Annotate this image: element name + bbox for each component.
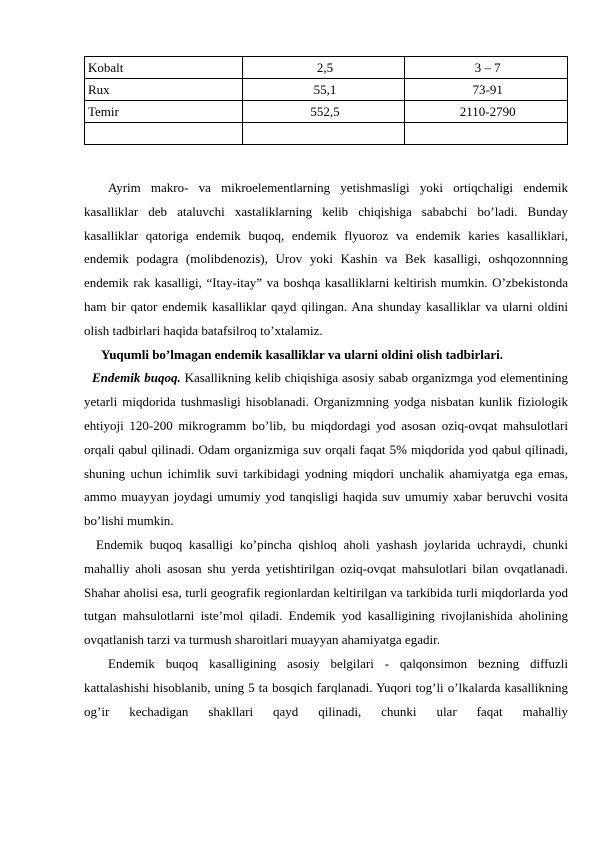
table-cell: 55,1 bbox=[242, 79, 405, 101]
body-paragraph: Ayrim makro- va mikroelementlarning yetishmasligi yoki ortiqchaligi endemik kasalliklar deb ataluvchi xastaliklarning kelib chiqishiga sababchi bo’ladi. Bunday kasalliklar qatoriga endemik buqoq, endemik flyuoroz va endemik karies kasalliklari, endemik podagra (molibdenozis), Urov yoki Kashin va Bek kasalligi, oshqozonnning endemik rak kasalligi, “Itay-itay” va boshqa kasalliklarni keltirish mumkin. O’zbekistonda ham bir qator endemik kasalliklar qayd qilingan. Ana shunday kasalliklar va ularni oldini olish tadbirlari haqida batafsilroq to’xtalamiz. bbox=[84, 180, 568, 338]
section-heading: Yuqumli bo’lmagan endemik kasalliklar va ularni oldini olish tadbirlari. bbox=[101, 346, 504, 362]
element-content-table bbox=[84, 56, 568, 145]
table-row bbox=[85, 123, 568, 145]
term-endemik-buqoq: Endemik buqoq. bbox=[92, 370, 181, 386]
paragraph-text: Kasallikning kelib chiqishiga asosiy sabab organizmga yod elementining yetarli miqdorida tushmasligi hisoblanadi. Organizmning yodga nisbatan kunlik fiziologik ehtiyoji 120-200 mikrogramm bo’lib, bu miqdordagi yod asosan oziq-ovqat mahsulotlari orqali qabul qilinadi. Odam organizmiga suv orqali faqat 5% miqdorida yod qabul qilinadi, shuning uchun ichimlik suvi tarkibidagi yodning miqdori unchalik ahamiyatga ega emas, ammo muayyan joydagi umumiy yod tanqisligi haqida suv umumiy xabar beruvchi vosita bo’lishi mumkin. bbox=[84, 370, 568, 529]
table-cell: Kobalt bbox=[85, 57, 243, 79]
table-cell bbox=[242, 123, 405, 145]
body-paragraph: Endemik buqoq kasalligining asosiy belgilari - qalqonsimon bezning diffuzli kattalashishi hisoblanib, uning 5 ta bosqich farqlanadi. Yuqori tog’li o’lkalarda kasallikning og’ir kechadigan shakllari qayd qilinadi, chunki ular faqat mahalliy bbox=[84, 655, 568, 719]
table-cell: 73-91 bbox=[405, 79, 568, 101]
table-cell: 2110-2790 bbox=[405, 101, 568, 123]
table-cell: 2,5 bbox=[242, 57, 405, 79]
table-cell: 552,5 bbox=[242, 101, 405, 123]
table-cell bbox=[85, 123, 243, 145]
table-row bbox=[85, 57, 568, 79]
table-cell: 3 – 7 bbox=[405, 57, 568, 79]
table-row bbox=[85, 79, 568, 101]
table-row bbox=[85, 101, 568, 123]
table-cell: Rux bbox=[85, 79, 243, 101]
table-cell: Temir bbox=[85, 101, 243, 123]
document-body bbox=[84, 176, 568, 723]
table-cell bbox=[405, 123, 568, 145]
body-paragraph: Endemik buqoq kasalligi ko’pincha qishloq aholi yashash joylarida uchraydi, chunki mahalliy aholi asosan shu yerda yetishtirilgan oziq-ovqat mahsulotlari bilan ovqatlanadi. Shahar aholisi esa, turli geografik regionlardan keltirilgan va tarkibida turli miqdorlarda yod tutgan mahsulotlarni iste’mol qiladi. Endemik yod kasalligining rivojlanishida aholining ovqatlanish tarzi va turmush sharoitlari muayyan ahamiyatga egadir. bbox=[84, 536, 568, 648]
body-paragraph bbox=[84, 366, 568, 533]
